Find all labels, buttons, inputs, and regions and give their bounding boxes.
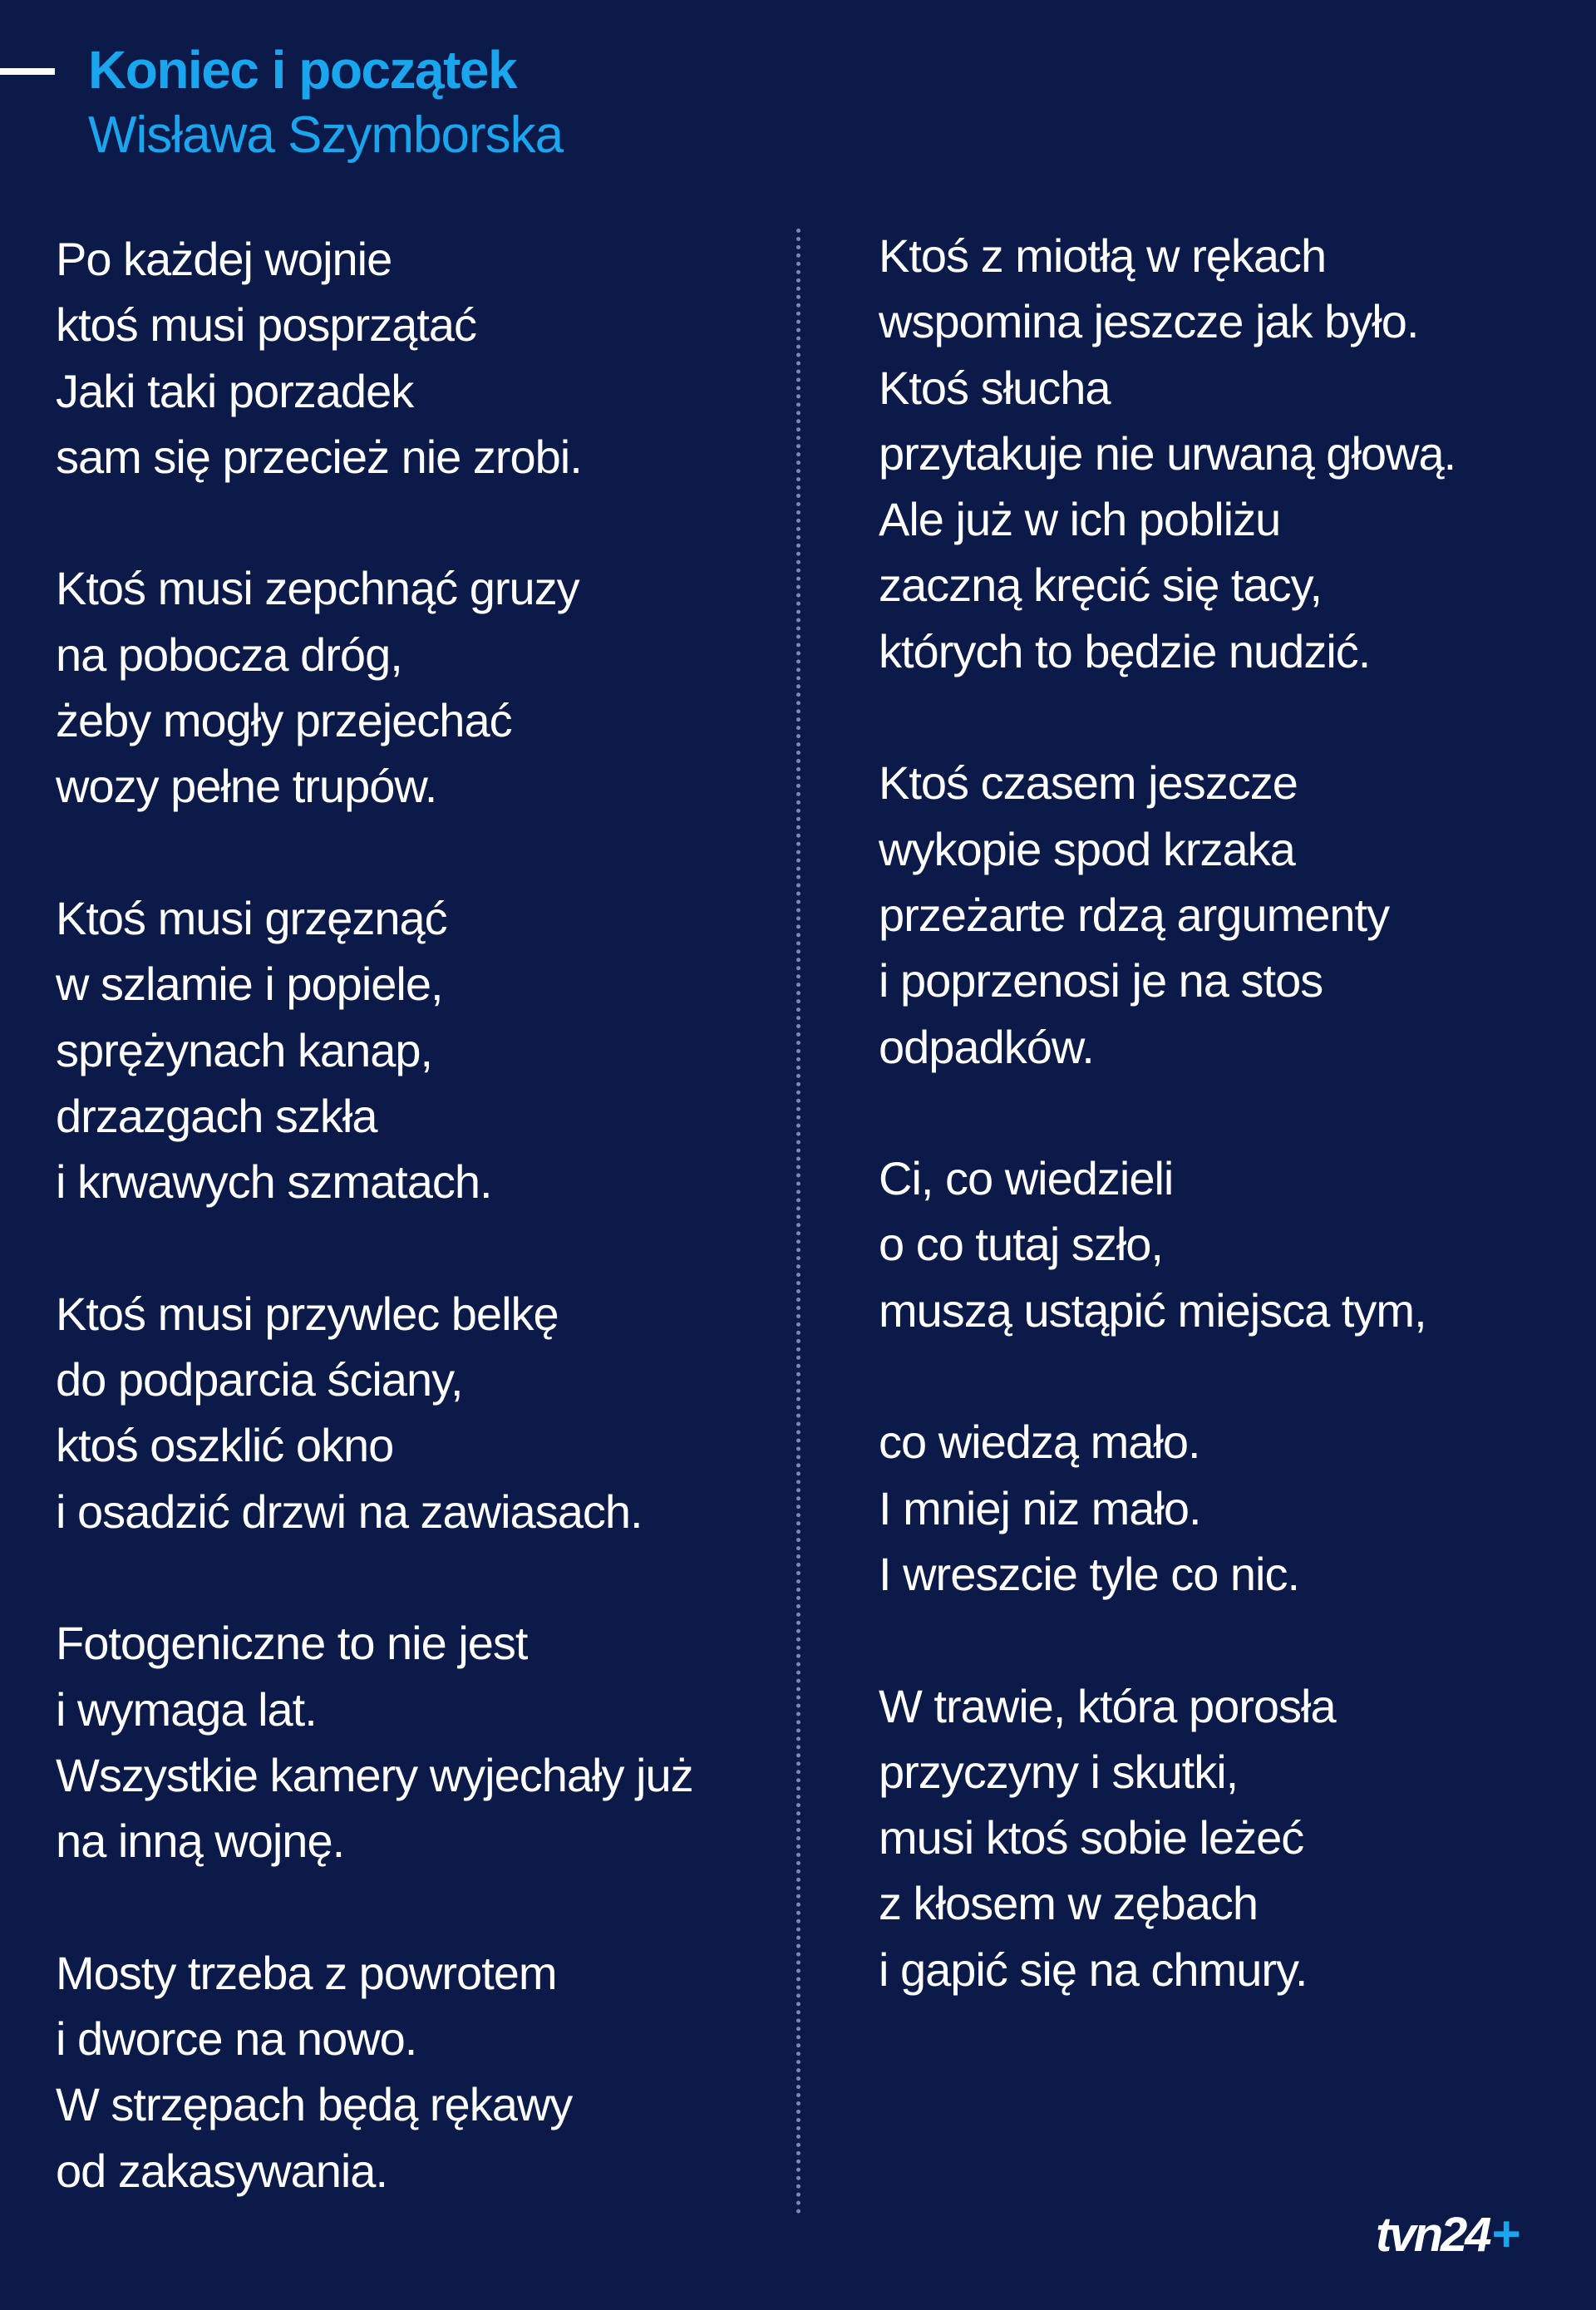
logo-number: 24 xyxy=(1441,2208,1490,2262)
poem-line: sprężynach kanap, xyxy=(56,1023,433,1076)
poem-stanza xyxy=(879,1409,1594,1607)
poem-line: Wszystkie kamery wyjechały już xyxy=(56,1748,693,1801)
poem-line: sam się przecież nie zrobi. xyxy=(56,430,582,483)
poem-line: i gapić się na chmury. xyxy=(879,1943,1308,1996)
poem-line: zaczną kręcić się tacy, xyxy=(879,559,1323,612)
poem-line: musi ktoś sobie leżeć xyxy=(879,1811,1304,1864)
poem-author: Wisława Szymborska xyxy=(88,106,564,164)
poem-line: ktoś oszklić okno xyxy=(56,1419,394,1472)
poem-line: Po każdej wojnie xyxy=(56,233,392,285)
poem-line: Ci, co wiedzieli xyxy=(879,1152,1174,1205)
poem-stanza xyxy=(879,1673,1594,2002)
poem-line: Fotogeniczne to nie jest xyxy=(56,1617,528,1670)
poem-line: z kłosem w zębach xyxy=(879,1877,1259,1930)
poem-line: i poprzenosi je na stos xyxy=(879,954,1323,1007)
poem-line: Jaki taki porzadek xyxy=(56,364,414,417)
poem-line: drzazgach szkła xyxy=(56,1089,377,1142)
poem-line: co wiedzą mało. xyxy=(879,1416,1200,1469)
poem-line: do podparcia ściany, xyxy=(56,1353,463,1406)
poem-line: ktoś musi posprzątać xyxy=(56,298,476,352)
poem-left-column xyxy=(56,226,787,2204)
poem-stanza xyxy=(56,555,787,819)
logo-plus-icon: + xyxy=(1490,2206,1518,2262)
poem-right-column xyxy=(879,223,1594,2002)
poem-stanza xyxy=(879,750,1594,1079)
poem-line: których to będzie nudzić. xyxy=(879,624,1371,677)
poem-line: i dworce na nowo. xyxy=(56,2012,417,2066)
poem-line: Ktoś musi zepchnąć gruzy xyxy=(56,562,579,615)
logo-text: tvn xyxy=(1376,2208,1441,2262)
poem-line: o co tutaj szło, xyxy=(879,1218,1163,1271)
column-divider xyxy=(796,229,800,2215)
poem-line: Ktoś słucha xyxy=(879,361,1111,414)
poem-line: W strzępach będą rękawy xyxy=(56,2078,573,2131)
poem-stanza xyxy=(879,223,1594,684)
poem-line: odpadków. xyxy=(879,1020,1094,1073)
poem-stanza xyxy=(56,1281,787,1544)
poem-line: wykopie spod krzaka xyxy=(879,822,1295,875)
poem-line: I mniej niz mało. xyxy=(879,1481,1201,1534)
poem-line: i krwawych szmatach. xyxy=(56,1155,492,1209)
poem-line: od zakasywania. xyxy=(56,2144,388,2197)
poem-stanza xyxy=(56,226,787,490)
poem-line: przyczyny i skutki, xyxy=(879,1745,1239,1798)
poem-line: Ktoś musi przywlec belkę xyxy=(56,1287,559,1340)
poem-line: I wreszcie tyle co nic. xyxy=(879,1547,1300,1600)
poem-line: muszą ustąpić miejsca tym, xyxy=(879,1283,1426,1337)
poem-line: przeżarte rdzą argumenty xyxy=(879,888,1390,941)
poem-line: Ktoś z miotłą w rękach xyxy=(879,229,1327,282)
poem-line: Mosty trzeba z powrotem xyxy=(56,1946,557,1999)
poem-line: Ktoś musi grzęznąć xyxy=(56,891,447,944)
poem-line: żeby mogły przejechać xyxy=(56,694,512,747)
poem-line: Ktoś czasem jeszcze xyxy=(879,756,1298,810)
header xyxy=(88,37,563,168)
poem-stanza xyxy=(56,1940,787,2204)
poem-stanza xyxy=(879,1145,1594,1343)
poem-stanza xyxy=(56,1610,787,1874)
poem-line: na pobocza dróg, xyxy=(56,628,402,681)
accent-bar xyxy=(0,68,55,75)
poem-line: i wymaga lat. xyxy=(56,1682,317,1736)
poem-line: wozy pełne trupów. xyxy=(56,760,437,813)
poem-line: wspomina jeszcze jak było. xyxy=(879,295,1419,348)
tvn24-logo xyxy=(1376,2206,1518,2262)
poem-line: przytakuje nie urwaną głową. xyxy=(879,426,1456,480)
poem-stanza xyxy=(56,885,787,1214)
poem-title: Koniec i początek xyxy=(88,40,517,100)
poem-line: Ale już w ich pobliżu xyxy=(879,493,1281,546)
poem-line: na inną wojnę. xyxy=(56,1815,345,1868)
poem-line: W trawie, która porosła xyxy=(879,1679,1336,1732)
poem-line: w szlamie i popiele, xyxy=(56,958,443,1011)
poem-line: i osadzić drzwi na zawiasach. xyxy=(56,1485,643,1538)
